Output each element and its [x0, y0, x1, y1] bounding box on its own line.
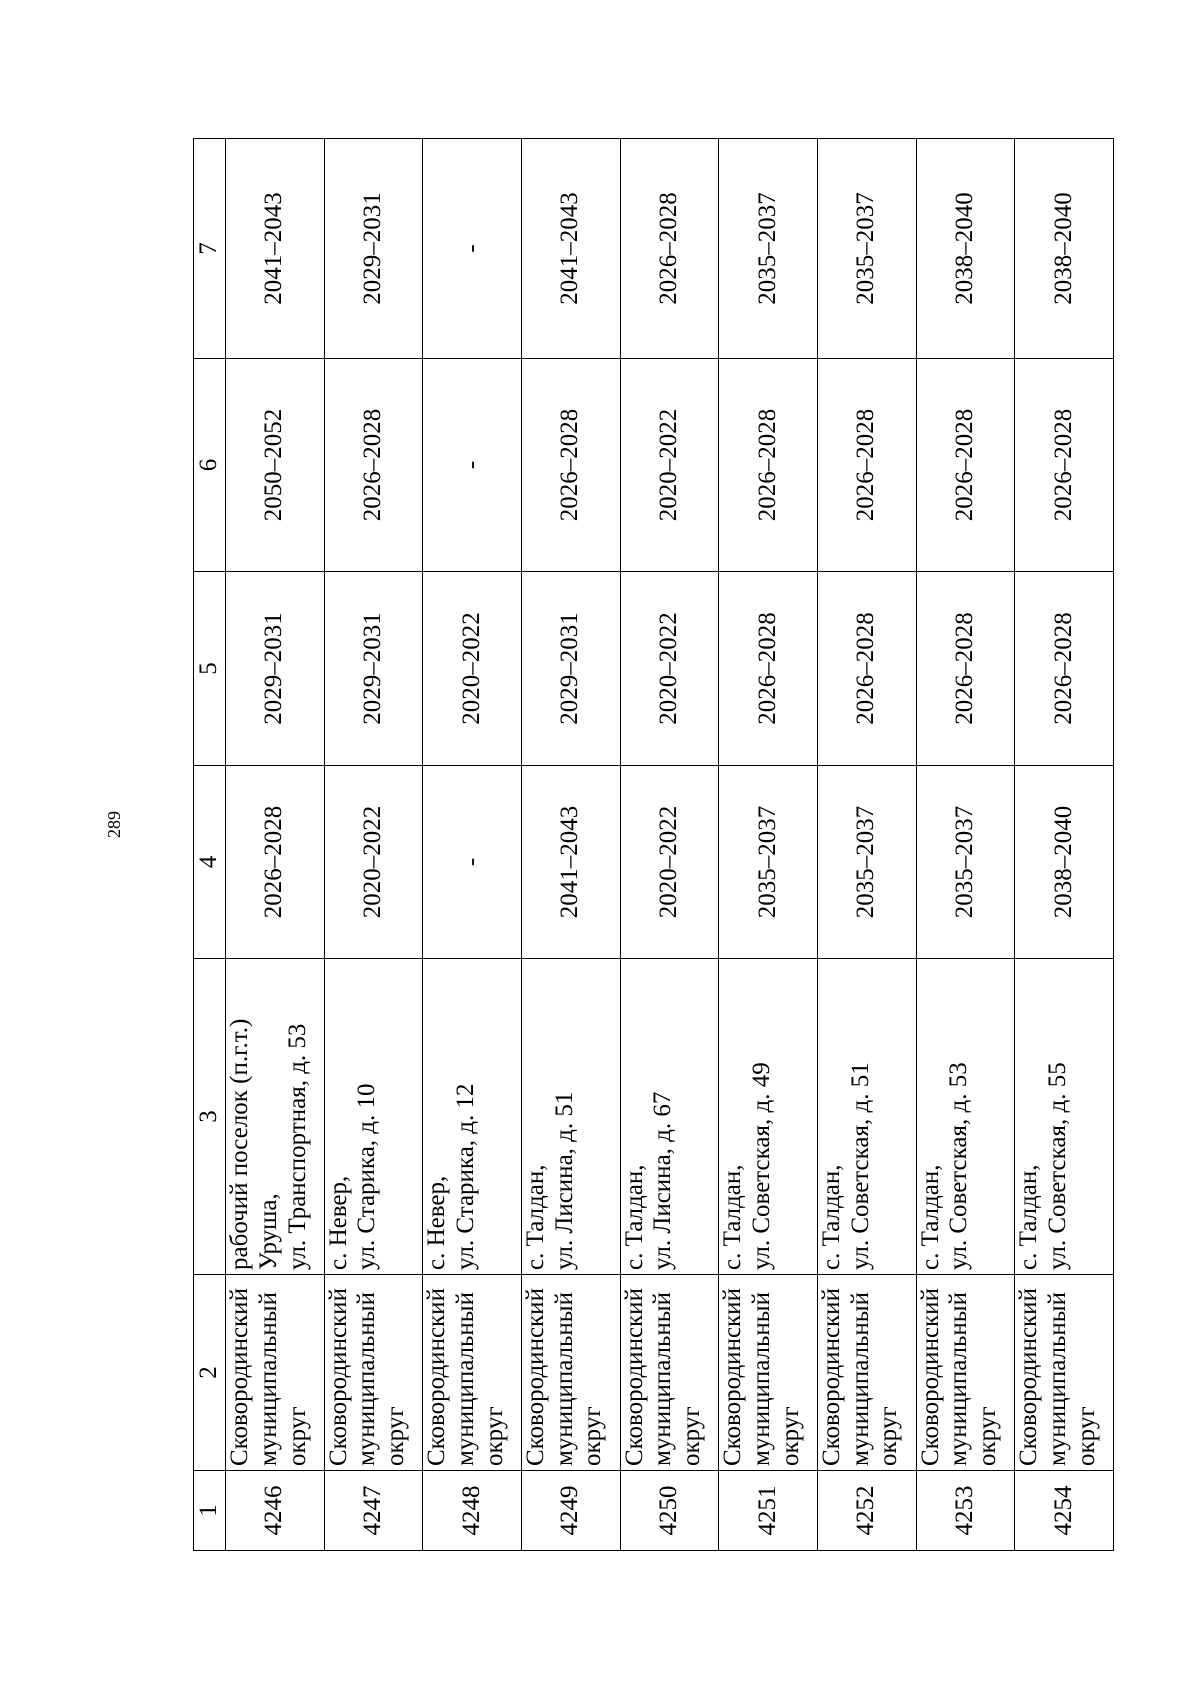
- address-line: с. Невер,: [423, 1175, 451, 1270]
- period-cell-c5: 2020–2022: [423, 572, 522, 766]
- period-cell-c7: 2041–2043: [226, 139, 325, 359]
- district-line: муниципальный: [748, 1292, 776, 1466]
- period-cell-c4: 2038–2040: [1015, 766, 1114, 959]
- district-line: округ: [480, 1406, 508, 1466]
- period-cell-c4: 2020–2022: [324, 766, 423, 959]
- address-cell: [226, 959, 325, 1275]
- table-row: [324, 139, 423, 1551]
- column-header: 7: [194, 139, 226, 359]
- district-line: Сковородинский: [423, 1288, 451, 1466]
- column-header: 1: [194, 1471, 226, 1551]
- address-line: ул. Транспортная, д. 53: [283, 1023, 311, 1270]
- period-cell-c5: 2029–2031: [521, 572, 620, 766]
- row-number: 4251: [719, 1471, 818, 1551]
- district-line: округ: [875, 1406, 903, 1466]
- district-cell: [1015, 1275, 1114, 1471]
- address-line: ул. Лисина, д. 67: [649, 1091, 677, 1270]
- district-line: муниципальный: [1044, 1292, 1071, 1466]
- address-line: ул. Старика, д. 12: [452, 1083, 480, 1270]
- district-cell: [521, 1275, 620, 1471]
- period-cell-c6: -: [423, 359, 522, 572]
- district-line: Сковородинский: [521, 1288, 549, 1466]
- table-row: [521, 139, 620, 1551]
- address-cell: [817, 959, 916, 1275]
- header-row: [194, 139, 226, 1551]
- district-line: округ: [1072, 1406, 1100, 1466]
- address-cell: [521, 959, 620, 1275]
- period-cell-c4: 2035–2037: [719, 766, 818, 959]
- table-row: [916, 139, 1015, 1551]
- period-cell-c7: -: [423, 139, 522, 359]
- column-header: 6: [194, 359, 226, 572]
- district-line: муниципальный: [550, 1292, 578, 1466]
- address-line: ул. Советская, д. 55: [1044, 1062, 1071, 1270]
- period-cell-c6: 2026–2028: [1015, 359, 1114, 572]
- row-number: 4253: [916, 1471, 1015, 1551]
- period-cell-c4: 2020–2022: [620, 766, 719, 959]
- district-line: муниципальный: [254, 1292, 282, 1466]
- address-line: ул. Советская, д. 53: [945, 1062, 973, 1270]
- period-cell-c4: 2035–2037: [817, 766, 916, 959]
- period-cell-c6: 2026–2028: [817, 359, 916, 572]
- period-cell-c4: 2026–2028: [226, 766, 325, 959]
- district-line: Сковородинский: [620, 1288, 648, 1466]
- row-number: 4254: [1015, 1471, 1114, 1551]
- period-cell-c6: 2020–2022: [620, 359, 719, 572]
- table-row: [817, 139, 916, 1551]
- district-line: Сковородинский: [817, 1288, 845, 1466]
- address-line: Уруша,: [254, 1193, 282, 1270]
- district-line: Сковородинский: [916, 1288, 944, 1466]
- address-line: ул. Советская, д. 49: [748, 1062, 776, 1270]
- row-number: 4246: [226, 1471, 325, 1551]
- address-line: ул. Старика, д. 10: [353, 1083, 381, 1270]
- period-cell-c5: 2029–2031: [226, 572, 325, 766]
- period-cell-c7: 2035–2037: [817, 139, 916, 359]
- period-cell-c6: 2026–2028: [916, 359, 1015, 572]
- district-line: округ: [382, 1406, 410, 1466]
- period-cell-c5: 2026–2028: [719, 572, 818, 766]
- column-header: 3: [194, 959, 226, 1275]
- table-row: [620, 139, 719, 1551]
- table-row: [423, 139, 522, 1551]
- address-cell: [423, 959, 522, 1275]
- row-number: 4250: [620, 1471, 719, 1551]
- column-header: 2: [194, 1275, 226, 1471]
- period-cell-c7: 2029–2031: [324, 139, 423, 359]
- table-row: [1015, 139, 1114, 1551]
- period-cell-c6: 2026–2028: [324, 359, 423, 572]
- table-row: [226, 139, 325, 1551]
- district-line: муниципальный: [649, 1292, 677, 1466]
- column-header: 4: [194, 766, 226, 959]
- district-line: Сковородинский: [226, 1288, 253, 1466]
- period-cell-c7: 2038–2040: [1015, 139, 1114, 359]
- address-line: с. Талдан,: [620, 1164, 648, 1270]
- address-line: с. Невер,: [324, 1175, 352, 1270]
- period-cell-c5: 2020–2022: [620, 572, 719, 766]
- period-cell-c4: -: [423, 766, 522, 959]
- district-line: муниципальный: [945, 1292, 973, 1466]
- address-line: ул. Советская, д. 51: [846, 1062, 874, 1270]
- table-container: [193, 139, 1114, 1551]
- row-number: 4248: [423, 1471, 522, 1551]
- period-cell-c6: 2026–2028: [521, 359, 620, 572]
- address-cell: [1015, 959, 1114, 1275]
- period-cell-c5: 2026–2028: [817, 572, 916, 766]
- address-line: рабочий поселок (п.г.т.): [226, 1018, 253, 1270]
- column-header: 5: [194, 572, 226, 766]
- district-cell: [226, 1275, 325, 1471]
- address-cell: [719, 959, 818, 1275]
- district-line: Сковородинский: [1015, 1288, 1043, 1466]
- period-cell-c6: 2026–2028: [719, 359, 818, 572]
- period-cell-c7: 2035–2037: [719, 139, 818, 359]
- district-line: муниципальный: [846, 1292, 874, 1466]
- district-line: муниципальный: [353, 1292, 381, 1466]
- period-cell-c4: 2035–2037: [916, 766, 1015, 959]
- schedule-table: [193, 138, 1114, 1551]
- district-line: округ: [283, 1406, 311, 1466]
- row-number: 4252: [817, 1471, 916, 1551]
- address-line: с. Талдан,: [916, 1164, 944, 1270]
- period-cell-c5: 2026–2028: [1015, 572, 1114, 766]
- table-row: [719, 139, 818, 1551]
- address-cell: [324, 959, 423, 1275]
- period-cell-c4: 2041–2043: [521, 766, 620, 959]
- address-line: с. Талдан,: [1015, 1164, 1043, 1270]
- district-cell: [324, 1275, 423, 1471]
- district-line: округ: [776, 1406, 804, 1466]
- table-body: [226, 139, 1114, 1551]
- district-line: округ: [678, 1406, 706, 1466]
- period-cell-c7: 2026–2028: [620, 139, 719, 359]
- row-number: 4247: [324, 1471, 423, 1551]
- period-cell-c7: 2041–2043: [521, 139, 620, 359]
- period-cell-c6: 2050–2052: [226, 359, 325, 572]
- district-line: округ: [579, 1406, 607, 1466]
- district-line: округ: [974, 1406, 1002, 1466]
- address-line: с. Талдан,: [817, 1164, 845, 1270]
- district-line: Сковородинский: [324, 1288, 352, 1466]
- period-cell-c5: 2029–2031: [324, 572, 423, 766]
- district-cell: [916, 1275, 1015, 1471]
- address-line: ул. Лисина, д. 51: [550, 1091, 578, 1270]
- district-cell: [719, 1275, 818, 1471]
- period-cell-c5: 2026–2028: [916, 572, 1015, 766]
- period-cell-c7: 2038–2040: [916, 139, 1015, 359]
- district-cell: [620, 1275, 719, 1471]
- row-number: 4249: [521, 1471, 620, 1551]
- district-line: муниципальный: [452, 1292, 480, 1466]
- district-cell: [817, 1275, 916, 1471]
- address-line: с. Талдан,: [719, 1164, 747, 1270]
- page-number: 289: [104, 811, 124, 838]
- address-line: с. Талдан,: [521, 1164, 549, 1270]
- address-cell: [620, 959, 719, 1275]
- district-cell: [423, 1275, 522, 1471]
- address-cell: [916, 959, 1015, 1275]
- district-line: Сковородинский: [719, 1288, 747, 1466]
